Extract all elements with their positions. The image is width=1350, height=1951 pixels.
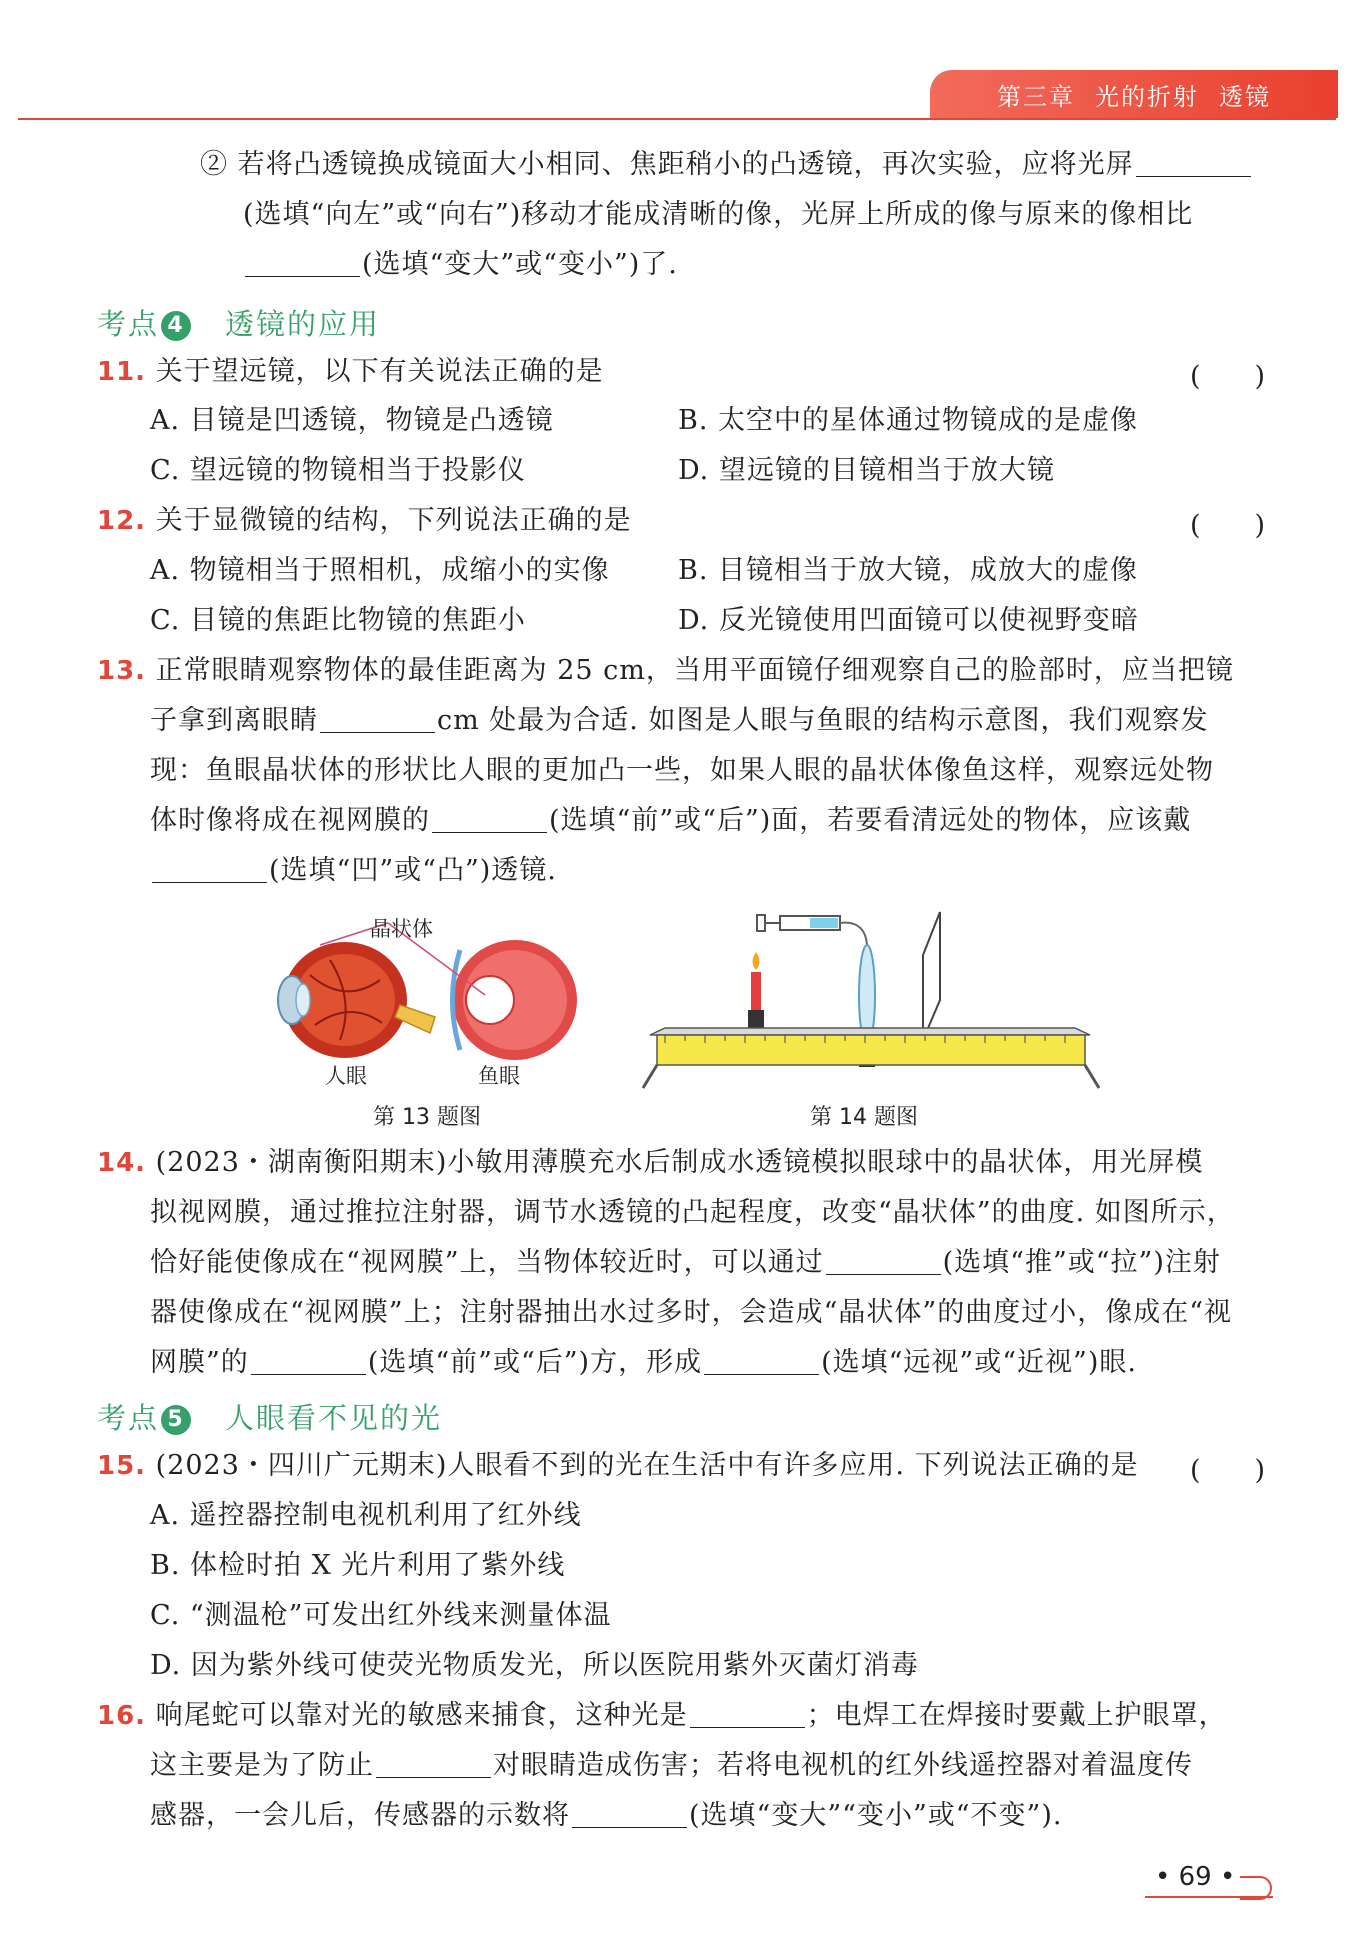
- section-heading-5: [97, 1396, 442, 1437]
- syringe-icon: [757, 915, 867, 945]
- question-line: 拟视网膜，通过推拉注射器，调节水透镜的凸起程度，改变“晶状体”的曲度. 如图所示，: [150, 1197, 1235, 1228]
- question-line: (选填“凹”或“凸”)透镜.: [269, 855, 557, 886]
- light-screen: [923, 912, 940, 1040]
- kaodian-title: 人眼看不见的光: [225, 1401, 443, 1435]
- question-stem: 关于显微镜的结构，下列说法正确的是: [155, 505, 632, 536]
- bench-top: [650, 1028, 1090, 1035]
- fish-eye-diagram: [453, 940, 578, 1060]
- prev-line-3: (选填“变大”或“变小”)了.: [362, 249, 678, 280]
- kaodian-title: 透镜的应用: [225, 307, 381, 341]
- option-b[interactable]: B. 体检时拍 X 光片利用了紫外线: [150, 1550, 566, 1581]
- question-line: (选填“推”或“拉”)注射: [942, 1247, 1221, 1278]
- question-number: 15.: [97, 1451, 147, 1481]
- question-number: 11.: [97, 357, 147, 387]
- question-line: ；电焊工在焊接时要戴上护眼罩，: [806, 1700, 1227, 1731]
- answer-blank[interactable]: [432, 806, 547, 833]
- option-d[interactable]: D. 因为紫外线可使荧光物质发光，所以医院用紫外灭菌灯消毒: [150, 1650, 919, 1681]
- question-line: 感器，一会儿后，传感器的示数将: [150, 1800, 570, 1831]
- option-a[interactable]: A. 遥控器控制电视机利用了红外线: [150, 1500, 582, 1531]
- question-line: (选填“前”或“后”)面，若要看清远处的物体，应该戴: [549, 805, 1192, 836]
- question-line: (选填“前”或“后”)方，形成: [367, 1347, 703, 1378]
- answer-blank[interactable]: [320, 706, 435, 733]
- candle-icon: [751, 952, 761, 1010]
- kaodian-number: 4: [161, 311, 191, 341]
- section-heading-4: [97, 302, 380, 343]
- answer-paren[interactable]: ( ): [1190, 510, 1266, 541]
- option-c[interactable]: C. 目镜的焦距比物镜的焦距小: [150, 605, 526, 636]
- answer-paren[interactable]: ( ): [1190, 361, 1266, 392]
- prev-line-1: ② 若将凸透镜换成镜面大小相同、焦距稍小的凸透镜，再次实验，应将光屏: [200, 149, 1134, 180]
- answer-blank[interactable]: [245, 250, 360, 277]
- answer-paren[interactable]: ( ): [1190, 1455, 1266, 1486]
- chapter-header: [930, 70, 1338, 118]
- answer-blank[interactable]: [152, 856, 267, 883]
- option-a[interactable]: A. 目镜是凹透镜，物镜是凸透镜: [150, 405, 554, 436]
- page-corner-arc: [1240, 1876, 1272, 1900]
- bench-leg: [1085, 1065, 1099, 1088]
- answer-blank[interactable]: [572, 1801, 687, 1828]
- question-number: 14.: [97, 1148, 147, 1178]
- option-c[interactable]: C. “测温枪”可发出红外线来测量体温: [150, 1600, 612, 1631]
- answer-blank[interactable]: [704, 1348, 819, 1375]
- answer-blank[interactable]: [376, 1751, 491, 1778]
- bench-ruler: [657, 1035, 1085, 1065]
- question-stem: 关于望远镜，以下有关说法正确的是: [155, 356, 604, 387]
- label-fish-eye: 鱼眼: [478, 1064, 520, 1088]
- question-line: (2023・湖南衡阳期末)小敏用薄膜充水后制成水透镜模拟眼球中的晶状体，用光屏模: [155, 1147, 1204, 1178]
- question-line: 响尾蛇可以靠对光的敏感来捕食，这种光是: [155, 1700, 688, 1731]
- answer-blank[interactable]: [826, 1248, 941, 1275]
- question-line: 体时像将成在视网膜的: [150, 805, 430, 836]
- bench-leg: [643, 1065, 657, 1088]
- optical-bench-figure: [635, 900, 1105, 1090]
- kaodian-label: 考点: [97, 307, 160, 341]
- prev-line-2: (选填“向左”或“向右”)移动才能成清晰的像，光屏上所成的像与原来的像相比: [243, 199, 1194, 230]
- question-line: 现：鱼眼晶状体的形状比人眼的更加凸一些，如果人眼的晶状体像鱼这样，观察远处物: [150, 755, 1214, 786]
- answer-blank[interactable]: [251, 1348, 366, 1375]
- question-line: 恰好能使像成在“视网膜”上，当物体较近时，可以通过: [150, 1247, 824, 1278]
- question-line: 正常眼睛观察物体的最佳距离为 25 cm，当用平面镜仔细观察自己的脸部时，应当把镜: [155, 655, 1234, 686]
- question-line: 对眼睛造成伤害；若将电视机的红外线遥控器对着温度传: [493, 1750, 1193, 1781]
- kaodian-number: 5: [161, 1405, 191, 1435]
- option-a[interactable]: A. 物镜相当于照相机，成缩小的实像: [150, 555, 610, 586]
- question-line: 子拿到离眼睛: [150, 705, 318, 736]
- chapter-label: 第三章: [997, 82, 1075, 111]
- option-d[interactable]: D. 望远镜的目镜相当于放大镜: [678, 455, 1055, 486]
- question-number: 13.: [97, 656, 147, 686]
- option-c[interactable]: C. 望远镜的物镜相当于投影仪: [150, 455, 526, 486]
- section-label-1: 光的折射: [1095, 82, 1199, 111]
- question-line: 这主要是为了防止: [150, 1750, 374, 1781]
- question-line: 网膜”的: [150, 1347, 249, 1378]
- human-eye-diagram: [278, 942, 435, 1058]
- question-number: 12.: [97, 506, 147, 536]
- page-number: • 69 •: [1155, 1862, 1236, 1892]
- question-stem: (2023・四川广元期末)人眼看不到的光在生活中有许多应用. 下列说法正确的是: [155, 1450, 1139, 1481]
- option-b[interactable]: B. 目镜相当于放大镜，成放大的虚像: [678, 555, 1139, 586]
- option-d[interactable]: D. 反光镜使用凹面镜可以使视野变暗: [678, 605, 1139, 636]
- option-b[interactable]: B. 太空中的星体通过物镜成的是虚像: [678, 405, 1139, 436]
- kaodian-label: 考点: [97, 1401, 160, 1435]
- label-human-eye: 人眼: [325, 1064, 367, 1088]
- figure-14-caption: 第 14 题图: [810, 1105, 918, 1130]
- figure-13-caption: 第 13 题图: [373, 1105, 481, 1130]
- question-line: cm 处最为合适. 如图是人眼与鱼眼的结构示意图，我们观察发: [437, 705, 1209, 736]
- question-number: 16.: [97, 1701, 147, 1731]
- label-lens: 晶状体: [370, 917, 433, 941]
- answer-blank[interactable]: [690, 1701, 805, 1728]
- answer-blank[interactable]: [1136, 150, 1251, 177]
- question-line: 器使像成在“视网膜”上；注射器抽出水过多时，会造成“晶状体”的曲度过小，像成在“视: [150, 1297, 1233, 1328]
- question-line: (选填“变大”“变小”或“不变”).: [689, 1800, 1063, 1831]
- section-label-2: 透镜: [1219, 82, 1271, 111]
- question-line: (选填“远视”或“近视”)眼.: [821, 1347, 1137, 1378]
- header-rule: [18, 118, 1336, 120]
